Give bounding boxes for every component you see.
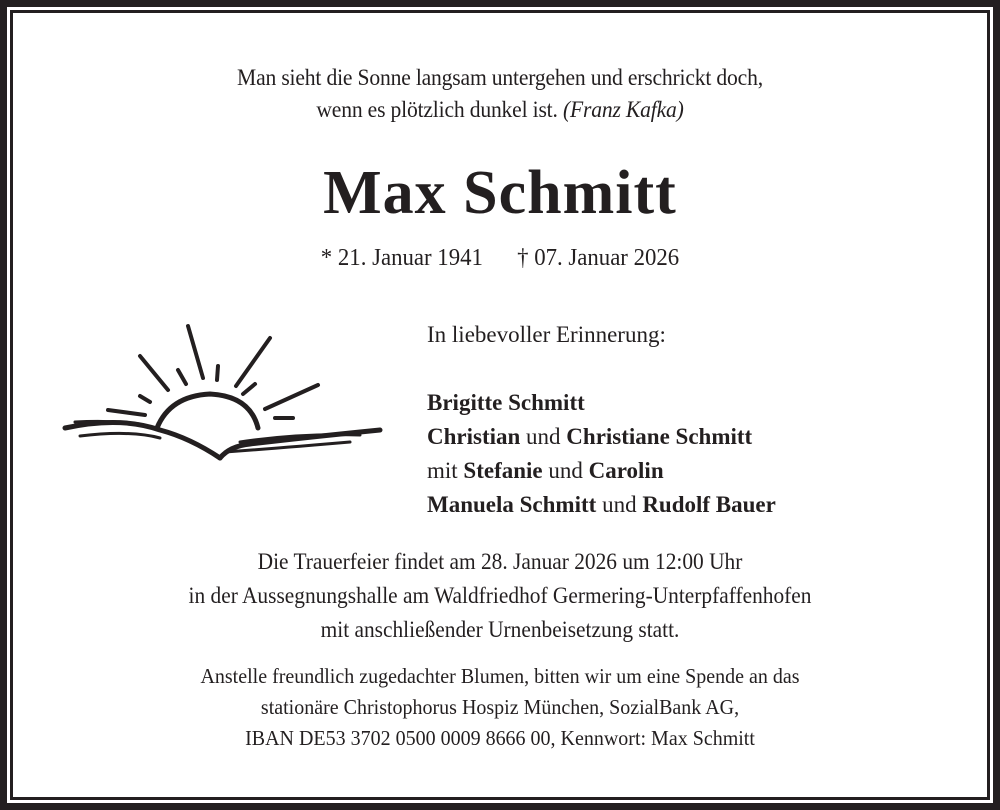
mourner-name: Manuela Schmitt <box>427 492 597 517</box>
death-date: † 07. Januar 2026 <box>517 245 680 271</box>
deceased-name: Max Schmitt <box>323 159 677 227</box>
birth-date: * 21. Januar 1941 <box>320 245 483 271</box>
mourner-name: Christiane Schmitt <box>566 424 753 449</box>
mourner-line <box>427 454 776 488</box>
mourner-name: Brigitte Schmitt <box>427 390 585 415</box>
ceremony-info <box>35 545 965 647</box>
ceremony-line-2: in der Aussegnungshalle am Waldfriedhof Germering-Unterpfaffenhofen <box>188 583 812 608</box>
mourner-line <box>427 488 776 522</box>
donation-line-2: stationäre Christophorus Hospiz München, SozialBank AG, <box>260 695 740 719</box>
donation-line-3: IBAN DE53 3702 0500 0009 8666 00, Kennwort: Max Schmitt <box>245 726 755 750</box>
donation-info <box>35 661 965 754</box>
donation-line-1: Anstelle freundlich zugedachter Blumen, bitten wir um eine Spende an das <box>200 664 800 688</box>
kafka-quote <box>30 62 970 126</box>
ceremony-line-1: Die Trauerfeier findet am 28. Januar 2026 um 12:00 Uhr <box>257 549 743 574</box>
mourner-name: Christian <box>427 424 521 449</box>
quote-line-2 <box>30 94 970 126</box>
mourner-line <box>427 420 776 454</box>
mourners-block <box>427 318 776 522</box>
ceremony-line-3: mit anschließender Urnenbeisetzung statt. <box>320 617 680 642</box>
connector-text: und <box>596 492 643 517</box>
mourners-intro: In liebevoller Erinnerung: <box>427 322 666 347</box>
mourner-name: Rudolf Bauer <box>642 492 776 517</box>
connector-text: mit <box>427 458 464 483</box>
setting-sun-icon <box>60 318 385 468</box>
connector-text: und <box>520 424 567 449</box>
quote-line-2-text: wenn es plötzlich dunkel ist. <box>316 97 558 122</box>
mourner-line <box>427 386 776 420</box>
mourner-name: Carolin <box>588 458 664 483</box>
life-dates <box>25 242 975 274</box>
mourner-name: Stefanie <box>463 458 543 483</box>
connector-text: und <box>542 458 589 483</box>
quote-line-1: Man sieht die Sonne langsam untergehen und erschrickt doch, <box>237 65 763 90</box>
quote-author: (Franz Kafka) <box>562 97 684 122</box>
